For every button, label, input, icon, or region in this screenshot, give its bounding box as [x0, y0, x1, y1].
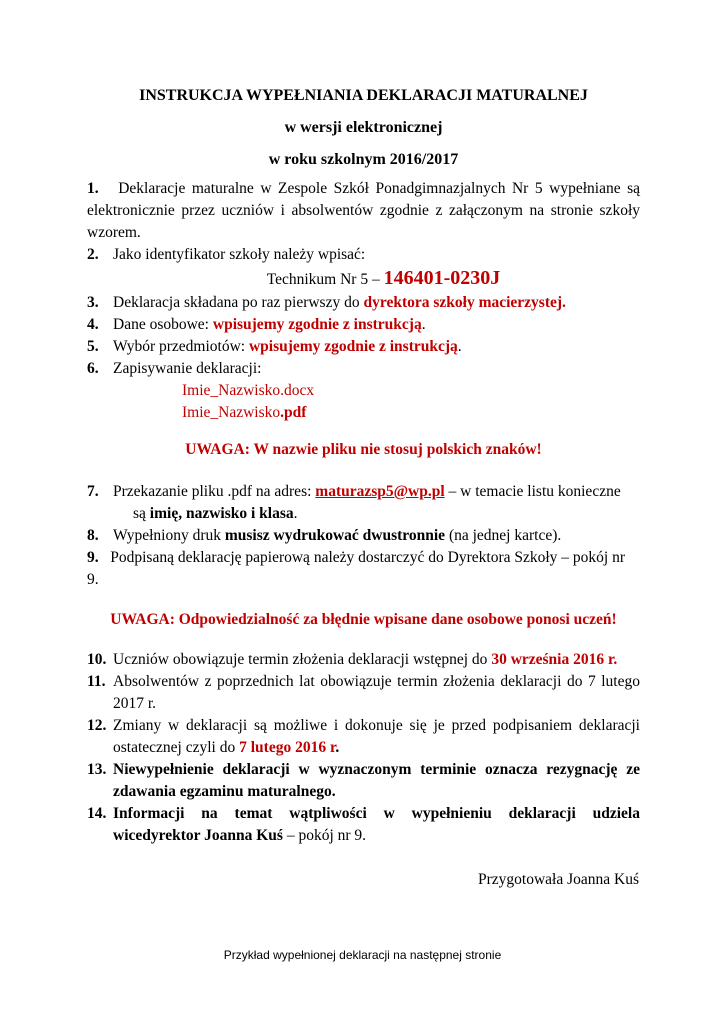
item-end: – pokój nr 9. [286, 827, 367, 844]
file-extension: .pdf [280, 404, 307, 421]
list-item-4 [87, 314, 640, 336]
item-text: Zapisywanie deklaracji: [113, 360, 262, 377]
item-text: Jako identyfikator szkoły należy wpisać: [113, 246, 366, 263]
list-item-9 [87, 547, 640, 591]
document-subtitle: w wersji elektronicznej [284, 119, 443, 136]
list-item-13 [87, 759, 640, 803]
item-number: 4. [87, 316, 99, 333]
item-bold: imię, nazwisko i klasa [149, 505, 294, 522]
school-identifier [127, 266, 640, 292]
item-number: 9. [87, 549, 99, 566]
list-item-1 [87, 178, 640, 244]
warning-responsibility: UWAGA: Odpowiedzialność za błędnie wpisane dane osobowe ponosi uczeń! [110, 611, 617, 628]
email-link[interactable]: maturazsp5@wp.pl [315, 483, 445, 500]
file-name-base: Imie_Nazwisko [182, 404, 281, 421]
list-item-8 [87, 525, 640, 547]
item-text: są [133, 505, 146, 522]
item-text: Wypełniony druk [113, 527, 221, 544]
signature: Przygotowała Joanna Kuś [478, 871, 639, 888]
item-text: Podpisaną deklarację papierową należy dostarczyć do Dyrektora Szkoły – pokój nr 9. [87, 549, 626, 588]
item-end: . [421, 316, 426, 333]
item-number: 10. [87, 651, 107, 668]
item-text-after: – w temacie listu konieczne [448, 483, 621, 500]
item-text: Deklaracje maturalne w Zespole Szkół Ponadgimnazjalnych Nr 5 wypełniane są elektronicznie przez uczniów i absolwentów zgodnie z załączonym na stronie szkoły wzorem. [87, 180, 641, 241]
item-highlight: dyrektora szkoły macierzystej. [363, 294, 566, 311]
identifier-code: 146401-0230J [383, 267, 501, 289]
item-text: Absolwentów z poprzednich lat obowiązuje termin złożenia deklaracji do 7 lutego 2017 r. [113, 673, 640, 712]
list-item-2 [87, 244, 640, 266]
item-bold: Informacji na temat wątpliwości w wypełnieniu deklaracji udziela wicedyrektor Joanna Kuś [113, 805, 640, 844]
instruction-list [87, 178, 640, 847]
list-item-6 [87, 358, 640, 380]
list-item-12 [87, 715, 640, 759]
list-item-14 [87, 803, 640, 847]
item-number: 14. [87, 805, 107, 822]
identifier-prefix: Technikum Nr 5 – [266, 271, 380, 288]
item-bold: musisz wydrukować dwustronnie [224, 527, 446, 544]
list-item-11 [87, 671, 640, 715]
document-page [87, 86, 640, 847]
item-end: . [293, 505, 298, 522]
item-text: Deklaracja składana po raz pierwszy do [113, 294, 360, 311]
item-text: Uczniów obowiązuje termin złożenia deklaracji wstępnej do [113, 651, 488, 668]
item-end: . [335, 739, 340, 756]
item-end: . [457, 338, 462, 355]
document-title: INSTRUKCJA WYPEŁNIANIA DEKLARACJI MATURALNEJ [139, 87, 588, 104]
item-highlight: wpisujemy zgodnie z instrukcją [212, 316, 422, 333]
item-number: 11. [87, 673, 106, 690]
file-name-examples [87, 380, 640, 424]
file-name-pdf [182, 402, 640, 424]
item-highlight: 30 września 2016 r. [491, 651, 618, 668]
item-text: Wybór przedmiotów: [113, 338, 246, 355]
item-text: Przekazanie pliku .pdf na adres: [113, 483, 312, 500]
item-7-line2 [113, 503, 640, 525]
item-number: 12. [87, 717, 107, 734]
item-text: Dane osobowe: [113, 316, 209, 333]
item-text: Zmiany w deklaracji są możliwe i dokonuje się je przed podpisaniem deklaracji ostatecznej czyli do [113, 717, 640, 756]
item-number: 6. [87, 360, 99, 377]
list-item-10 [87, 649, 640, 671]
list-item-5 [87, 336, 640, 358]
file-name-docx: Imie_Nazwisko.docx [182, 382, 315, 399]
item-number: 5. [87, 338, 99, 355]
school-year: w roku szkolnym 2016/2017 [268, 151, 459, 168]
item-highlight: 7 lutego 2016 r [239, 739, 336, 756]
item-number: 1. [87, 180, 99, 197]
item-highlight: wpisujemy zgodnie z instrukcją [248, 338, 458, 355]
item-number: 13. [87, 761, 107, 778]
item-number: 2. [87, 246, 99, 263]
page-footer: Przykład wypełnionej deklaracji na następnej stronie [223, 948, 502, 962]
item-end: (na jednej kartce). [448, 527, 562, 544]
warning-filename: UWAGA: W nazwie pliku nie stosuj polskich znaków! [185, 441, 542, 458]
item-number: 8. [87, 527, 99, 544]
item-text: Niewypełnienie deklaracji w wyznaczonym terminie oznacza rezygnację ze zdawania egzaminu maturalnego. [113, 761, 640, 800]
list-item-7 [87, 481, 640, 525]
item-number: 7. [87, 483, 99, 500]
list-item-3 [87, 292, 640, 314]
item-number: 3. [87, 294, 99, 311]
